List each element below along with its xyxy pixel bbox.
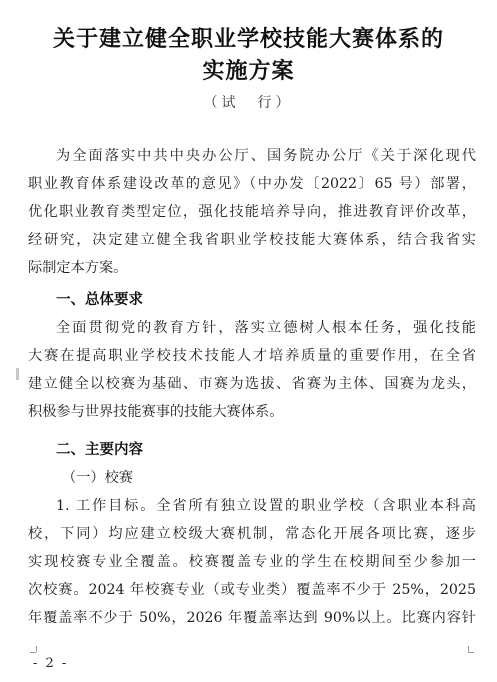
footer-corner-mark (30, 652, 36, 653)
section-heading: 一、总体要求 (56, 292, 143, 308)
paragraph-line: 职业教育体系建设改革的意见》（中办发〔2022〕65 号）部署， (28, 176, 476, 192)
paragraph-line: 建立健全以校赛为基础、市赛为选拔、省赛为主体、国赛为龙头， (28, 376, 476, 392)
document-subtitle: （试 行） (203, 95, 294, 111)
paragraph-line: 次校赛。2024 年校赛专业（或专业类）覆盖率不少于 25%，2025 (28, 582, 476, 598)
footer-corner-mark (468, 652, 474, 653)
paragraph-line: 经研究，决定建立健全我省职业学校技能大赛体系，结合我省实 (28, 232, 476, 248)
paragraph-line: 实现校赛专业全覆盖。校赛覆盖专业的学生在校期间至少参加一 (28, 554, 476, 570)
paragraph-line: 为全面落实中共中央办公厅、国务院办公厅《关于深化现代 (56, 148, 476, 164)
paragraph-line: 校，下同）均应建立校级大赛机制，常态化开展各项比赛，逐步 (28, 526, 476, 542)
paragraph-line: 积极参与世界技能赛事的技能大赛体系。 (28, 404, 284, 420)
paragraph-line: 大赛在提高职业学校技术技能人才培养质量的重要作用，在全省 (28, 348, 476, 364)
paragraph-line: 优化职业教育类型定位，强化技能培养导向，推进教育评价改革， (28, 204, 476, 220)
subsection-heading: （一）校赛 (62, 470, 133, 486)
paragraph-line: 全面贯彻党的教育方针，落实立德树人根本任务，强化技能 (56, 320, 476, 336)
paragraph-line: 1. 工作目标。全省所有独立设置的职业学校（含职业本科高 (56, 498, 476, 514)
document-title-line-2: 实施方案 (202, 58, 295, 84)
section-1 (28, 286, 476, 426)
page-number: - 2 - (33, 656, 69, 671)
section-heading: 二、主要内容 (56, 442, 143, 458)
intro-paragraph (28, 142, 476, 282)
footer-corner-mark (36, 646, 37, 652)
margin-marker (16, 368, 19, 380)
section-2 (28, 436, 476, 632)
paragraph-line: 际制定本方案。 (28, 260, 128, 276)
document-title-line-1: 关于建立健全职业学校技能大赛体系的 (52, 26, 444, 52)
paragraph-line: 年覆盖率不少于 50%，2026 年覆盖率达到 90%以上。比赛内容针 (28, 610, 476, 626)
